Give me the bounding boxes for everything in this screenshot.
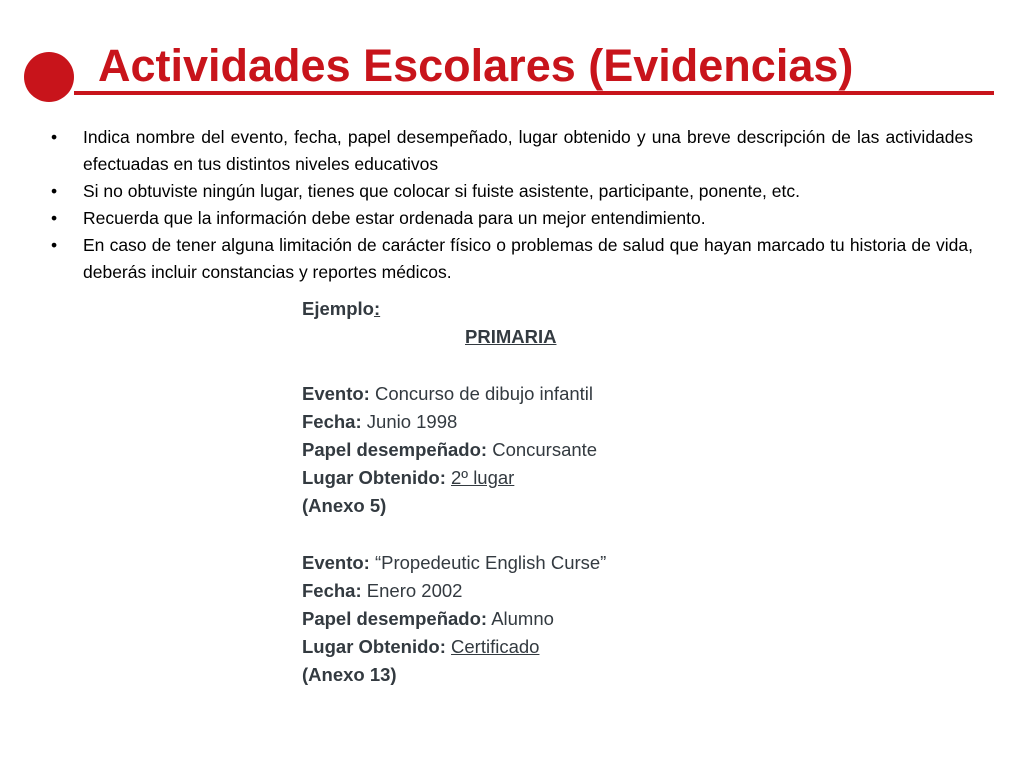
papel-label: Papel desempeñado: xyxy=(302,438,488,460)
fecha-value: Enero 2002 xyxy=(366,579,463,601)
lugar-value: Certificado xyxy=(451,636,540,658)
bullet-dot-icon: • xyxy=(51,208,58,228)
entry-lugar xyxy=(302,633,722,661)
evento-value: Concurso de dibujo infantil xyxy=(374,382,594,404)
fecha-label: Fecha: xyxy=(302,410,362,432)
section-heading-line xyxy=(302,323,722,351)
instruction-item xyxy=(47,178,973,205)
bullet-dot-icon: • xyxy=(51,235,58,255)
instruction-text: Si no obtuviste ningún lugar, tienes que colocar si fuiste asistente, participante, ponente, etc. xyxy=(83,181,800,201)
entry-evento xyxy=(302,380,722,408)
example-label-line xyxy=(302,295,722,323)
evento-label: Evento: xyxy=(302,551,370,573)
spacer xyxy=(302,521,722,549)
anexo-reference: (Anexo 13) xyxy=(302,664,397,686)
lugar-label: Lugar Obtenido: xyxy=(302,467,446,489)
instruction-item xyxy=(47,124,973,178)
entry-anexo xyxy=(302,492,722,520)
section-heading: PRIMARIA xyxy=(465,326,557,348)
entry-lugar xyxy=(302,464,722,492)
anexo-reference: (Anexo 5) xyxy=(302,495,387,517)
entry-papel xyxy=(302,605,722,633)
entry-anexo xyxy=(302,661,722,689)
entry-fecha xyxy=(302,577,722,605)
instruction-text: Recuerda que la información debe estar ordenada para un mejor entendimiento. xyxy=(83,208,706,228)
instructions-list xyxy=(47,124,973,286)
title-bullet-circle xyxy=(24,52,74,102)
papel-value: Alumno xyxy=(491,608,554,630)
spacer xyxy=(302,351,722,379)
fecha-label: Fecha: xyxy=(302,579,362,601)
example-label: Ejemplo xyxy=(302,298,374,319)
instruction-text: En caso de tener alguna limitación de carácter físico o problemas de salud que hayan marcado tu historia de vida, deberás incluir constancias y reportes médicos. xyxy=(83,235,973,282)
papel-label: Papel desempeñado: xyxy=(302,608,488,630)
papel-value: Concursante xyxy=(492,438,598,460)
bullet-dot-icon: • xyxy=(51,181,58,201)
slide-title: Actividades Escolares (Evidencias) xyxy=(98,40,854,91)
lugar-value: 2º lugar xyxy=(451,467,515,489)
example-block xyxy=(302,295,722,690)
bullet-dot-icon: • xyxy=(51,127,58,147)
evento-value: “Propedeutic English Curse” xyxy=(374,551,607,573)
example-label-colon: : xyxy=(373,298,381,319)
instruction-item xyxy=(47,232,973,286)
instruction-text: Indica nombre del evento, fecha, papel desempeñado, lugar obtenido y una breve descripción de las actividades efectuadas en tus distintos niveles educativos xyxy=(83,127,973,174)
entry-fecha xyxy=(302,408,722,436)
lugar-label: Lugar Obtenido: xyxy=(302,636,446,658)
instruction-item xyxy=(47,205,973,232)
entry-evento xyxy=(302,549,722,577)
title-underline xyxy=(74,91,994,95)
entry-papel xyxy=(302,436,722,464)
evento-label: Evento: xyxy=(302,382,370,404)
fecha-value: Junio 1998 xyxy=(366,410,458,432)
